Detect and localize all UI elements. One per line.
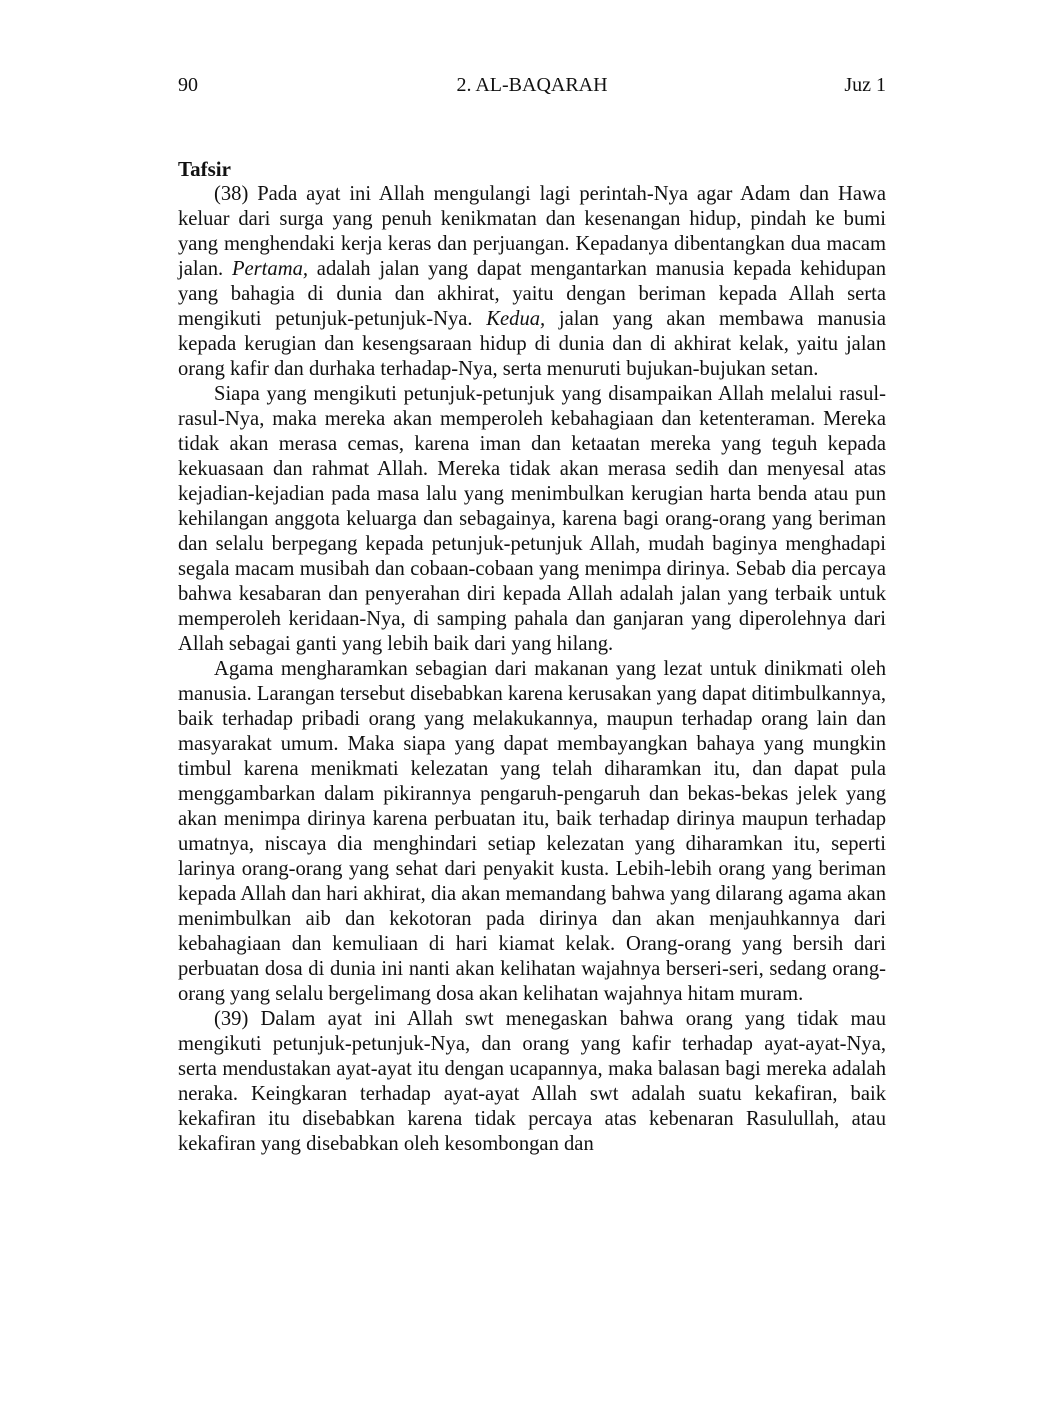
paragraph-petunjuk: Siapa yang mengikuti petunjuk-petunjuk yang disampaikan Allah melalui rasul-rasul-Nya, maka mereka akan memperoleh kebahagiaan dan ketenteraman. Mereka tidak akan merasa cemas, karena iman dan ketaatan mereka yang teguh kepada kekuasaan dan rahmat Allah. Mereka tidak akan merasa sedih dan menyesal atas kejadian-kejadian pada masa lalu yang menimbulkan kerugian harta benda atau pun kehilangan anggota keluarga dan sebagainya, karena bagi orang-orang yang beriman dan selalu berpegang kepada petunjuk-petunjuk Allah, mudah baginya menghadapi segala macam musibah dan cobaan-cobaan yang menimpa dirinya. Sebab dia percaya bahwa kesabaran dan penyerahan diri kepada Allah adalah jalan yang terbaik untuk memperoleh keridaan-Nya, di samping pahala dan ganjaran yang diperolehnya dari Allah sebagai ganti yang lebih baik dari yang hilang. — [178, 383, 886, 655]
paragraph-38-part-e: jalan yang akan membawa manusia kepada kerugian dan kesengsaraan hidup di dunia dan di akhirat kelak, yaitu jalan orang kafir dan durhaka terhadap-Nya, serta menuruti bujukan-bujukan setan. — [178, 308, 886, 380]
page-number: 90 — [178, 74, 198, 96]
paragraph-39: (39) Dalam ayat ini Allah swt menegaskan bahwa orang yang tidak mau mengikuti petunjuk-petunjuk-Nya, dan orang yang kafir terhadap ayat-ayat-Nya, serta mendustakan ayat-ayat itu dengan ucapannya, maka balasan bagi mereka adalah neraka. Keingkaran terhadap ayat-ayat Allah swt adalah suatu kekafiran, baik kekafiran itu disebabkan karena tidak percaya atas kebenaran Rasulullah, atau kekafiran yang disebabkan oleh kesombongan dan — [178, 1008, 886, 1155]
chapter-title: 2. AL-BAQARAH — [456, 74, 608, 96]
juz-label: Juz 1 — [844, 74, 886, 96]
running-header — [178, 72, 886, 98]
kedua-emphasis: Kedua, — [486, 308, 546, 330]
main-content — [178, 157, 886, 1157]
paragraph-38-part-c: adalah jalan yang dapat mengantarkan manusia kepada kehidupan yang bahagia di dunia dan akhirat, yaitu dengan beriman kepada Allah serta mengikuti petunjuk-petunjuk-Nya. — [178, 258, 886, 330]
section-title: Tafsir — [178, 157, 231, 181]
paragraph-38 — [178, 182, 886, 382]
paragraph-38-part-a: (38) Pada ayat ini Allah mengulangi lagi perintah-Nya agar Adam dan Hawa keluar dari surga yang penuh kenikmatan dan kesenangan hidup, pindah ke bumi yang menghendaki kerja keras dan perjuangan. Kepadanya dibentangkan dua macam jalan. — [178, 183, 886, 280]
paragraph-agama: Agama mengharamkan sebagian dari makanan yang lezat untuk dinikmati oleh manusia. Larangan tersebut disebabkan karena kerusakan yang dapat ditimbulkannya, baik terhadap pribadi orang yang melakukannya, maupun terhadap orang lain dan masyarakat umum. Maka siapa yang dapat membayangkan bahaya yang mungkin timbul karena menikmati kelezatan yang telah diharamkan itu, dan dapat pula menggambarkan dalam pikirannya pengaruh-pengaruh dan bekas-bekas jelek yang akan menimpa dirinya karena perbuatan itu, baik terhadap dirinya maupun terhadap umatnya, niscaya dia menghindari setiap kelezatan yang diharamkan itu, seperti larinya orang-orang yang sehat dari penyakit kusta. Lebih-lebih orang yang beriman kepada Allah dan hari akhirat, dia akan memandang bahwa yang dilarang agama akan menimbulkan aib dan kekotoran pada dirinya dan akan menjauhkannya dari kebahagiaan dan kemuliaan di hari kiamat kelak. Orang-orang yang bersih dari perbuatan dosa di dunia ini nanti akan kelihatan wajahnya berseri-seri, sedang orang-orang yang selalu bergelimang dosa akan kelihatan wajahnya hitam muram. — [178, 658, 886, 1005]
pertama-emphasis: Pertama, — [231, 258, 309, 280]
